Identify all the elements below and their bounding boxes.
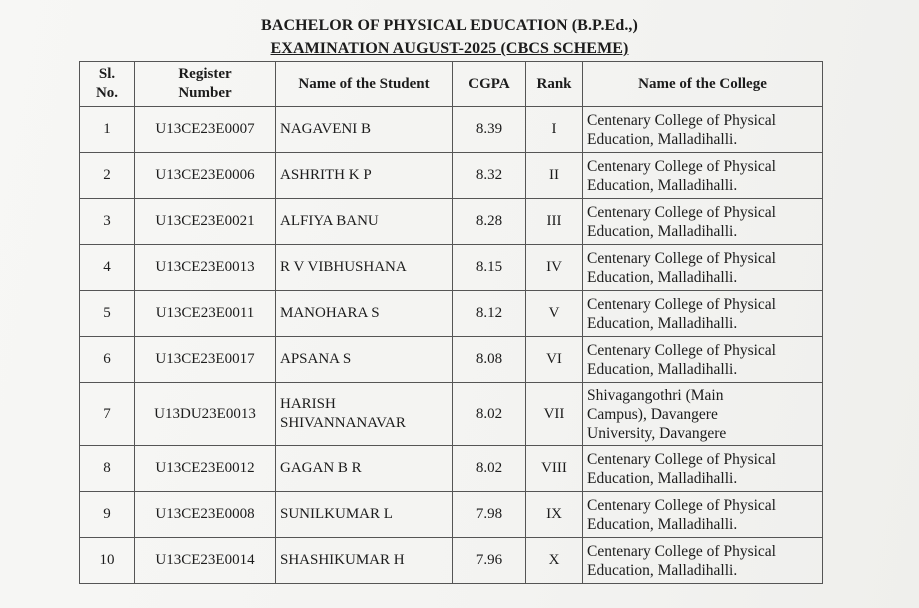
cgpa-cell: 7.98 [453,492,526,538]
student-name-cell: SHASHIKUMAR H [276,538,453,584]
register-number-cell: U13CE23E0017 [135,337,276,383]
college-name-cell: Centenary College of Physical Education, Malladihalli. [583,446,823,492]
cgpa-cell: 8.02 [453,446,526,492]
college-name-cell: Centenary College of Physical Education, Malladihalli. [583,245,823,291]
column-header-student-name: Name of the Student [276,62,453,107]
college-name-cell: Centenary College of Physical Education, Malladihalli. [583,538,823,584]
document-title: BACHELOR OF PHYSICAL EDUCATION (B.P.Ed.,) [261,17,638,34]
table-row [80,245,823,291]
rank-cell: I [526,107,583,153]
register-number-cell: U13CE23E0011 [135,291,276,337]
student-name-cell: GAGAN B R [276,446,453,492]
table-row [80,383,823,446]
register-number-cell: U13CE23E0007 [135,107,276,153]
student-name-cell: ASHRITH K P [276,153,453,199]
student-name-cell: HARISH SHIVANNANAVAR [276,383,453,446]
cgpa-cell: 8.02 [453,383,526,446]
sl-no-cell: 9 [80,492,135,538]
college-name-cell: Centenary College of Physical Education, Malladihalli. [583,153,823,199]
table-header-row [80,62,823,107]
column-header-sl-no: Sl. No. [80,62,135,107]
table-row [80,492,823,538]
student-name-cell: SUNILKUMAR L [276,492,453,538]
rank-cell: III [526,199,583,245]
sl-no-cell: 3 [80,199,135,245]
register-number-cell: U13CE23E0013 [135,245,276,291]
cgpa-cell: 7.96 [453,538,526,584]
sl-no-cell: 4 [80,245,135,291]
table-row [80,337,823,383]
document-subtitle: EXAMINATION AUGUST-2025 (CBCS SCHEME) [270,40,629,57]
college-name-cell: Centenary College of Physical Education, Malladihalli. [583,199,823,245]
student-name-cell: MANOHARA S [276,291,453,337]
student-name-cell: ALFIYA BANU [276,199,453,245]
table-row [80,153,823,199]
sl-no-cell: 5 [80,291,135,337]
college-name-cell: Centenary College of Physical Education, Malladihalli. [583,337,823,383]
column-header-rank: Rank [526,62,583,107]
rank-cell: X [526,538,583,584]
rank-cell: II [526,153,583,199]
cgpa-cell: 8.15 [453,245,526,291]
sl-no-cell: 6 [80,337,135,383]
rank-cell: VII [526,383,583,446]
register-number-cell: U13CE23E0012 [135,446,276,492]
student-name-cell: NAGAVENI B [276,107,453,153]
table-row [80,538,823,584]
table-row [80,291,823,337]
table-body [80,107,823,584]
rank-cell: IX [526,492,583,538]
college-name-cell: Shivagangothri (Main Campus), Davangere University, Davangere [583,383,823,446]
college-name-cell: Centenary College of Physical Education, Malladihalli. [583,291,823,337]
table-row [80,199,823,245]
cgpa-cell: 8.28 [453,199,526,245]
sl-no-cell: 1 [80,107,135,153]
rank-cell: V [526,291,583,337]
register-number-cell: U13DU23E0013 [135,383,276,446]
cgpa-cell: 8.08 [453,337,526,383]
register-number-cell: U13CE23E0021 [135,199,276,245]
college-name-cell: Centenary College of Physical Education, Malladihalli. [583,492,823,538]
sl-no-cell: 7 [80,383,135,446]
column-header-college: Name of the College [583,62,823,107]
cgpa-cell: 8.12 [453,291,526,337]
rank-list-table [79,61,823,584]
rank-cell: VIII [526,446,583,492]
sl-no-cell: 2 [80,153,135,199]
cgpa-cell: 8.32 [453,153,526,199]
rank-cell: IV [526,245,583,291]
college-name-cell: Centenary College of Physical Education, Malladihalli. [583,107,823,153]
student-name-cell: R V VIBHUSHANA [276,245,453,291]
rank-cell: VI [526,337,583,383]
column-header-register-number: Register Number [135,62,276,107]
table-row [80,107,823,153]
student-name-cell: APSANA S [276,337,453,383]
register-number-cell: U13CE23E0014 [135,538,276,584]
cgpa-cell: 8.39 [453,107,526,153]
sl-no-cell: 8 [80,446,135,492]
sl-no-cell: 10 [80,538,135,584]
column-header-cgpa: CGPA [453,62,526,107]
table-row [80,446,823,492]
register-number-cell: U13CE23E0008 [135,492,276,538]
register-number-cell: U13CE23E0006 [135,153,276,199]
